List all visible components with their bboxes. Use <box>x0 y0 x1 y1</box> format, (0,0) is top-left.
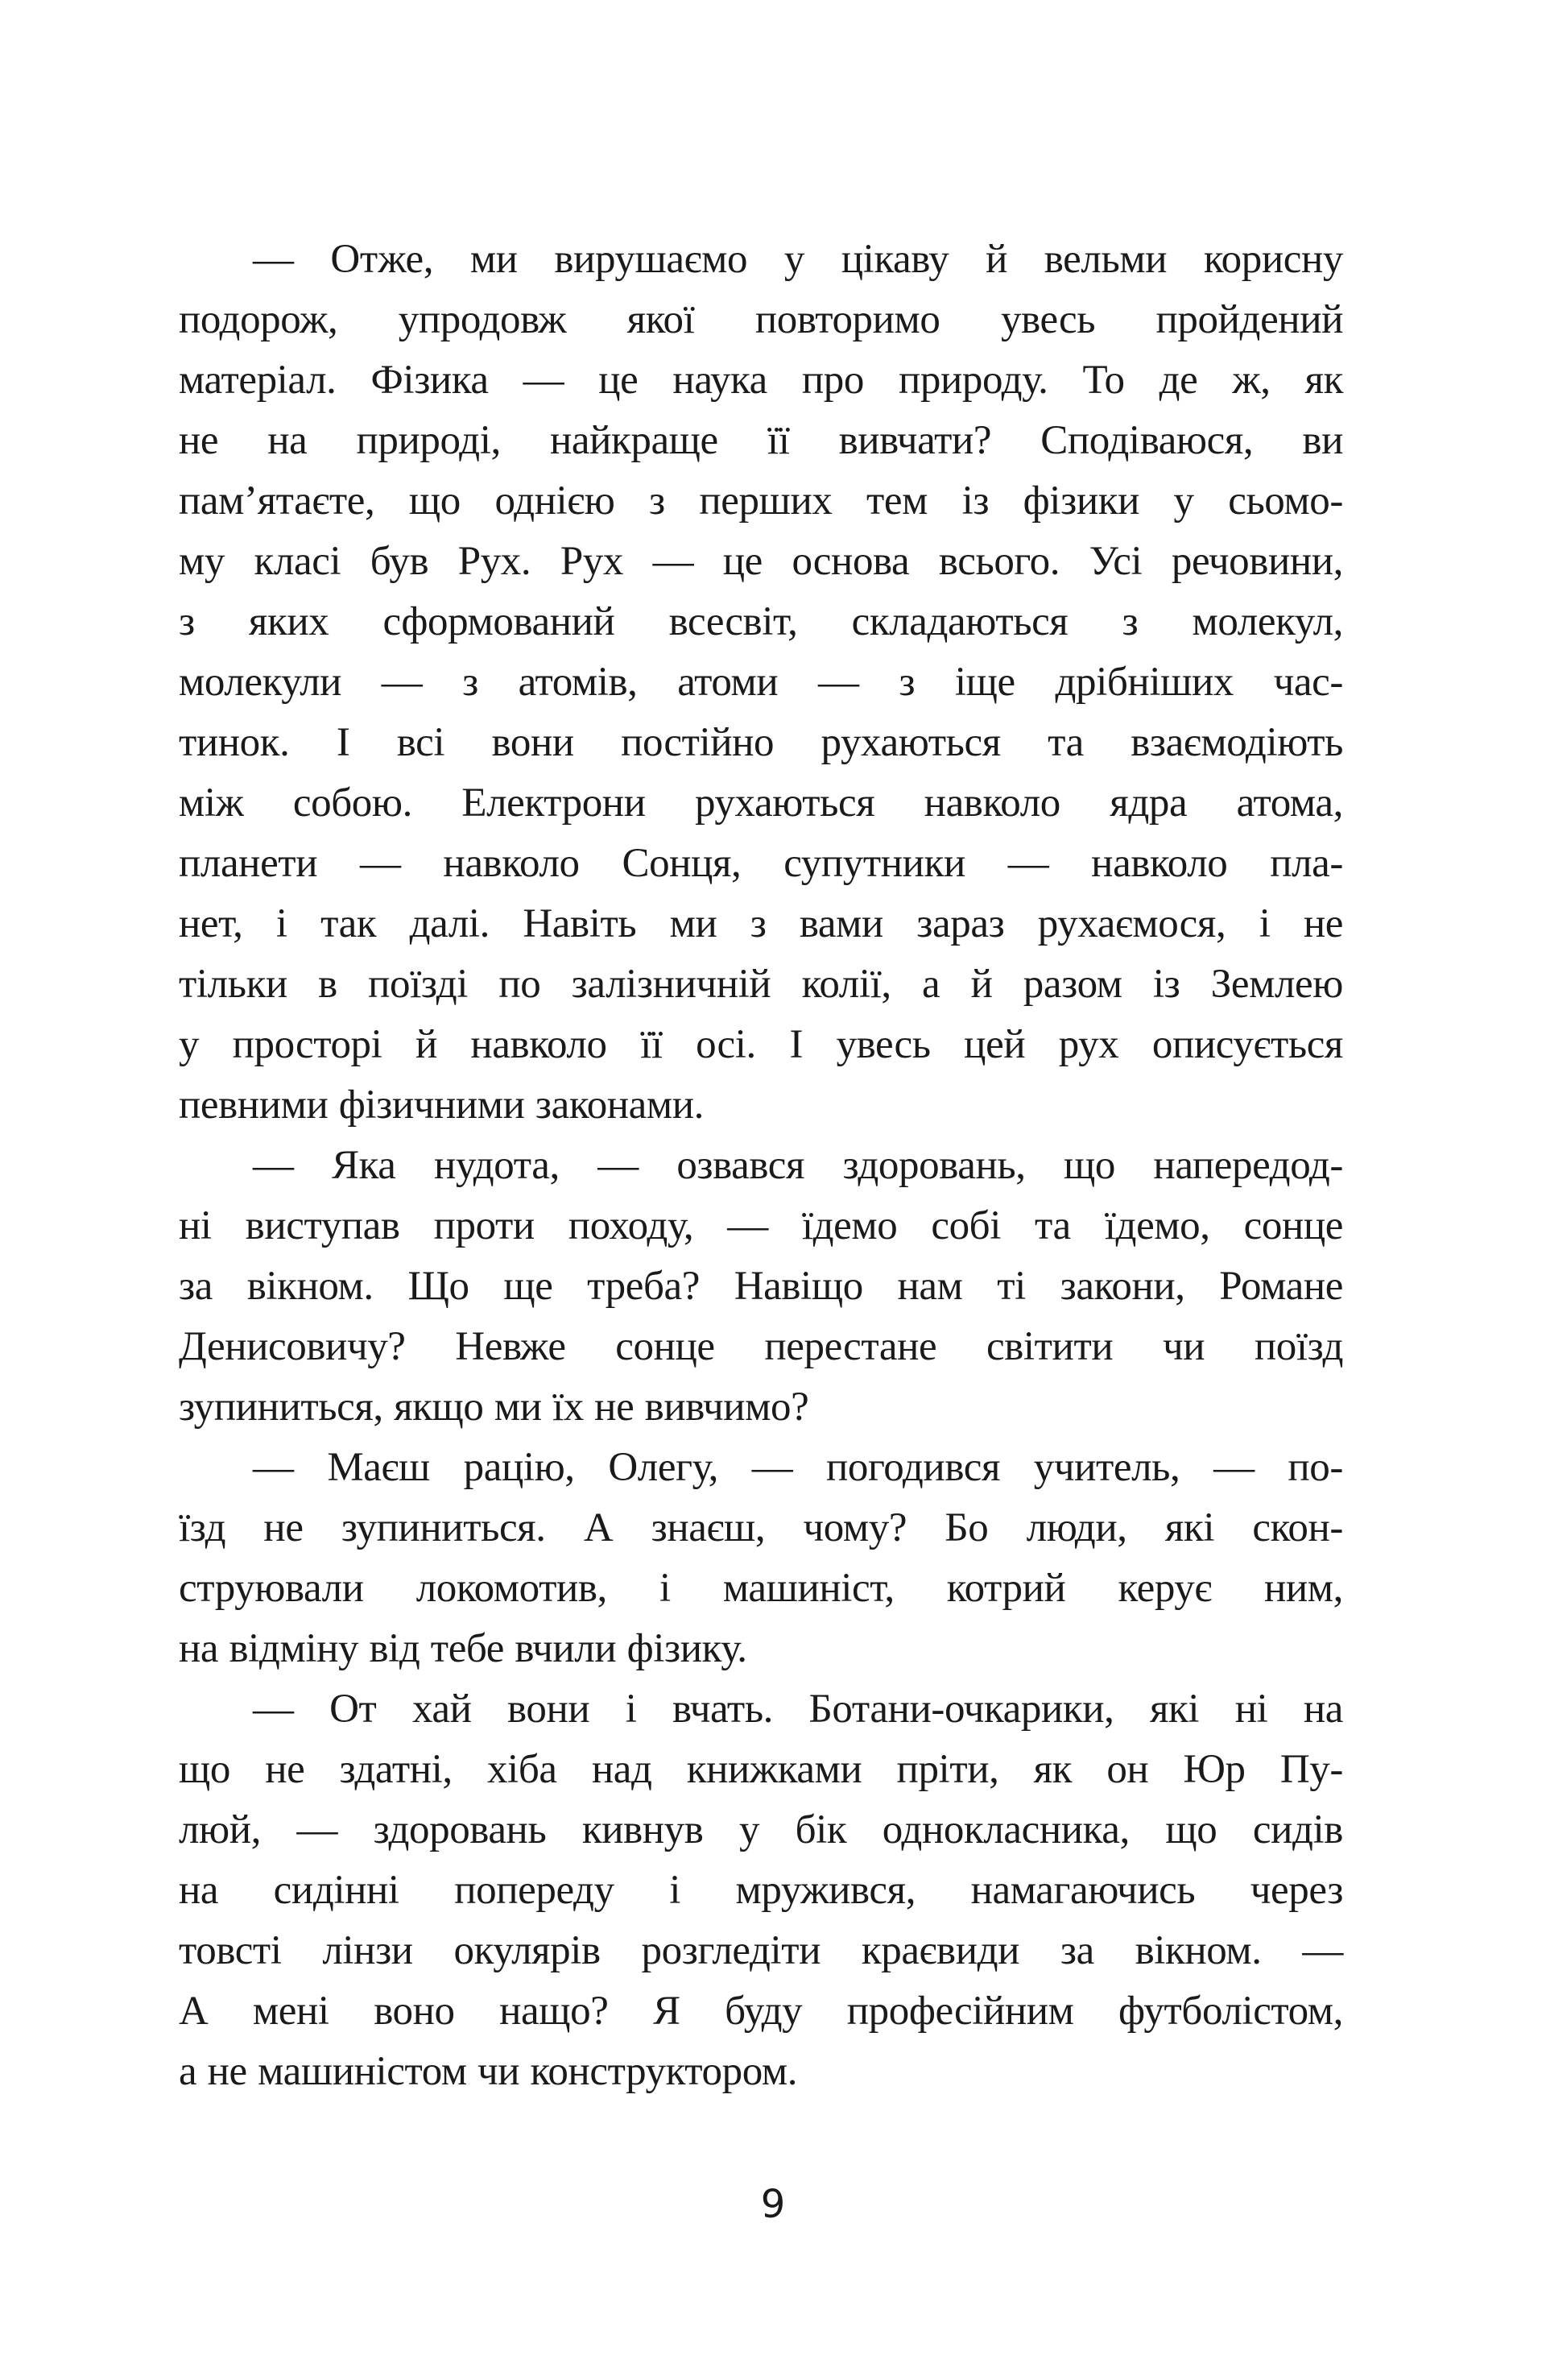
text-line: молекули — з атомів, атоми — з іще дрібніших час- <box>179 660 1343 705</box>
text-line: — Маєш рацію, Олегу, — погодився учитель, — по- <box>253 1445 1343 1490</box>
text-line: струювали локомотив, і машиніст, котрий керує ним, <box>179 1566 1343 1611</box>
text-line: не на природі, найкраще її вивчати? Сподіваюся, ви <box>179 418 1343 463</box>
text-line: тільки в поїзді по залізничній колії, а й разом із Землею <box>179 962 1343 1007</box>
text-line: му класі був Рух. Рух — це основа всього. Усі речовини, <box>179 539 1343 584</box>
text-line: зупиниться, якщо ми їх не вивчимо? <box>179 1385 809 1430</box>
paragraph-4 <box>179 1679 1343 2102</box>
text-line: А мені воно нащо? Я буду професійним футболістом, <box>179 1989 1343 2034</box>
text-line: на сидінні попереду і мружився, намагаючись через <box>179 1868 1343 1913</box>
text-line: а не машиністом чи конструктором. <box>179 2049 798 2094</box>
text-line: матеріал. Фізика — це наука про природу. То де ж, як <box>179 358 1343 403</box>
text-line: — Отже, ми вирушаємо у цікаву й вельми корисну <box>253 237 1343 282</box>
text-line: певними фізичними законами. <box>179 1082 705 1128</box>
text-line: товсті лінзи окулярів розгледіти краєвиди за вікном. — <box>179 1928 1343 1973</box>
text-line: на відміну від тебе вчили фізику. <box>179 1626 747 1671</box>
text-line: їзд не зупиниться. А знаєш, чому? Бо люди, які скон- <box>179 1505 1343 1550</box>
text-line: Денисовичу? Невже сонце перестане світити чи поїзд <box>179 1324 1343 1369</box>
text-line: що не здатні, хіба над книжками пріти, як он Юр Пу- <box>179 1747 1343 1792</box>
text-line: — От хай вони і вчать. Ботани-очкарики, які ні на <box>253 1687 1343 1732</box>
text-line: з яких сформований всесвіт, складаються з молекул, <box>179 599 1343 644</box>
page-body <box>179 230 1343 2102</box>
text-line: нет, і так далі. Навіть ми з вами зараз рухаємося, і не <box>179 901 1343 946</box>
text-line: планети — навколо Сонця, супутники — навколо пла- <box>179 841 1343 886</box>
text-line: люй, — здоровань кивнув у бік однокласника, що сидів <box>179 1807 1343 1852</box>
page-number: 9 <box>760 2182 786 2227</box>
text-line: ні виступав проти походу, — їдемо собі та їдемо, сонце <box>179 1203 1343 1248</box>
text-line: тинок. І всі вони постійно рухаються та взаємодіють <box>179 720 1343 765</box>
text-line: — Яка нудота, — озвався здоровань, що напередод- <box>253 1143 1343 1188</box>
text-line: за вікном. Що ще треба? Навіщо нам ті закони, Романе <box>179 1264 1343 1309</box>
text-line: у просторі й навколо її осі. І увесь цей рух описується <box>179 1022 1343 1067</box>
text-line: подорож, упродовж якої повторимо увесь пройдений <box>179 297 1343 342</box>
paragraph-3 <box>179 1438 1343 1679</box>
paragraph-1 <box>179 230 1343 1136</box>
text-line: пам’ятаєте, що однією з перших тем із фізики у сьомо- <box>179 478 1343 524</box>
text-line: між собою. Електрони рухаються навколо ядра атома, <box>179 780 1343 826</box>
paragraph-2 <box>179 1136 1343 1438</box>
